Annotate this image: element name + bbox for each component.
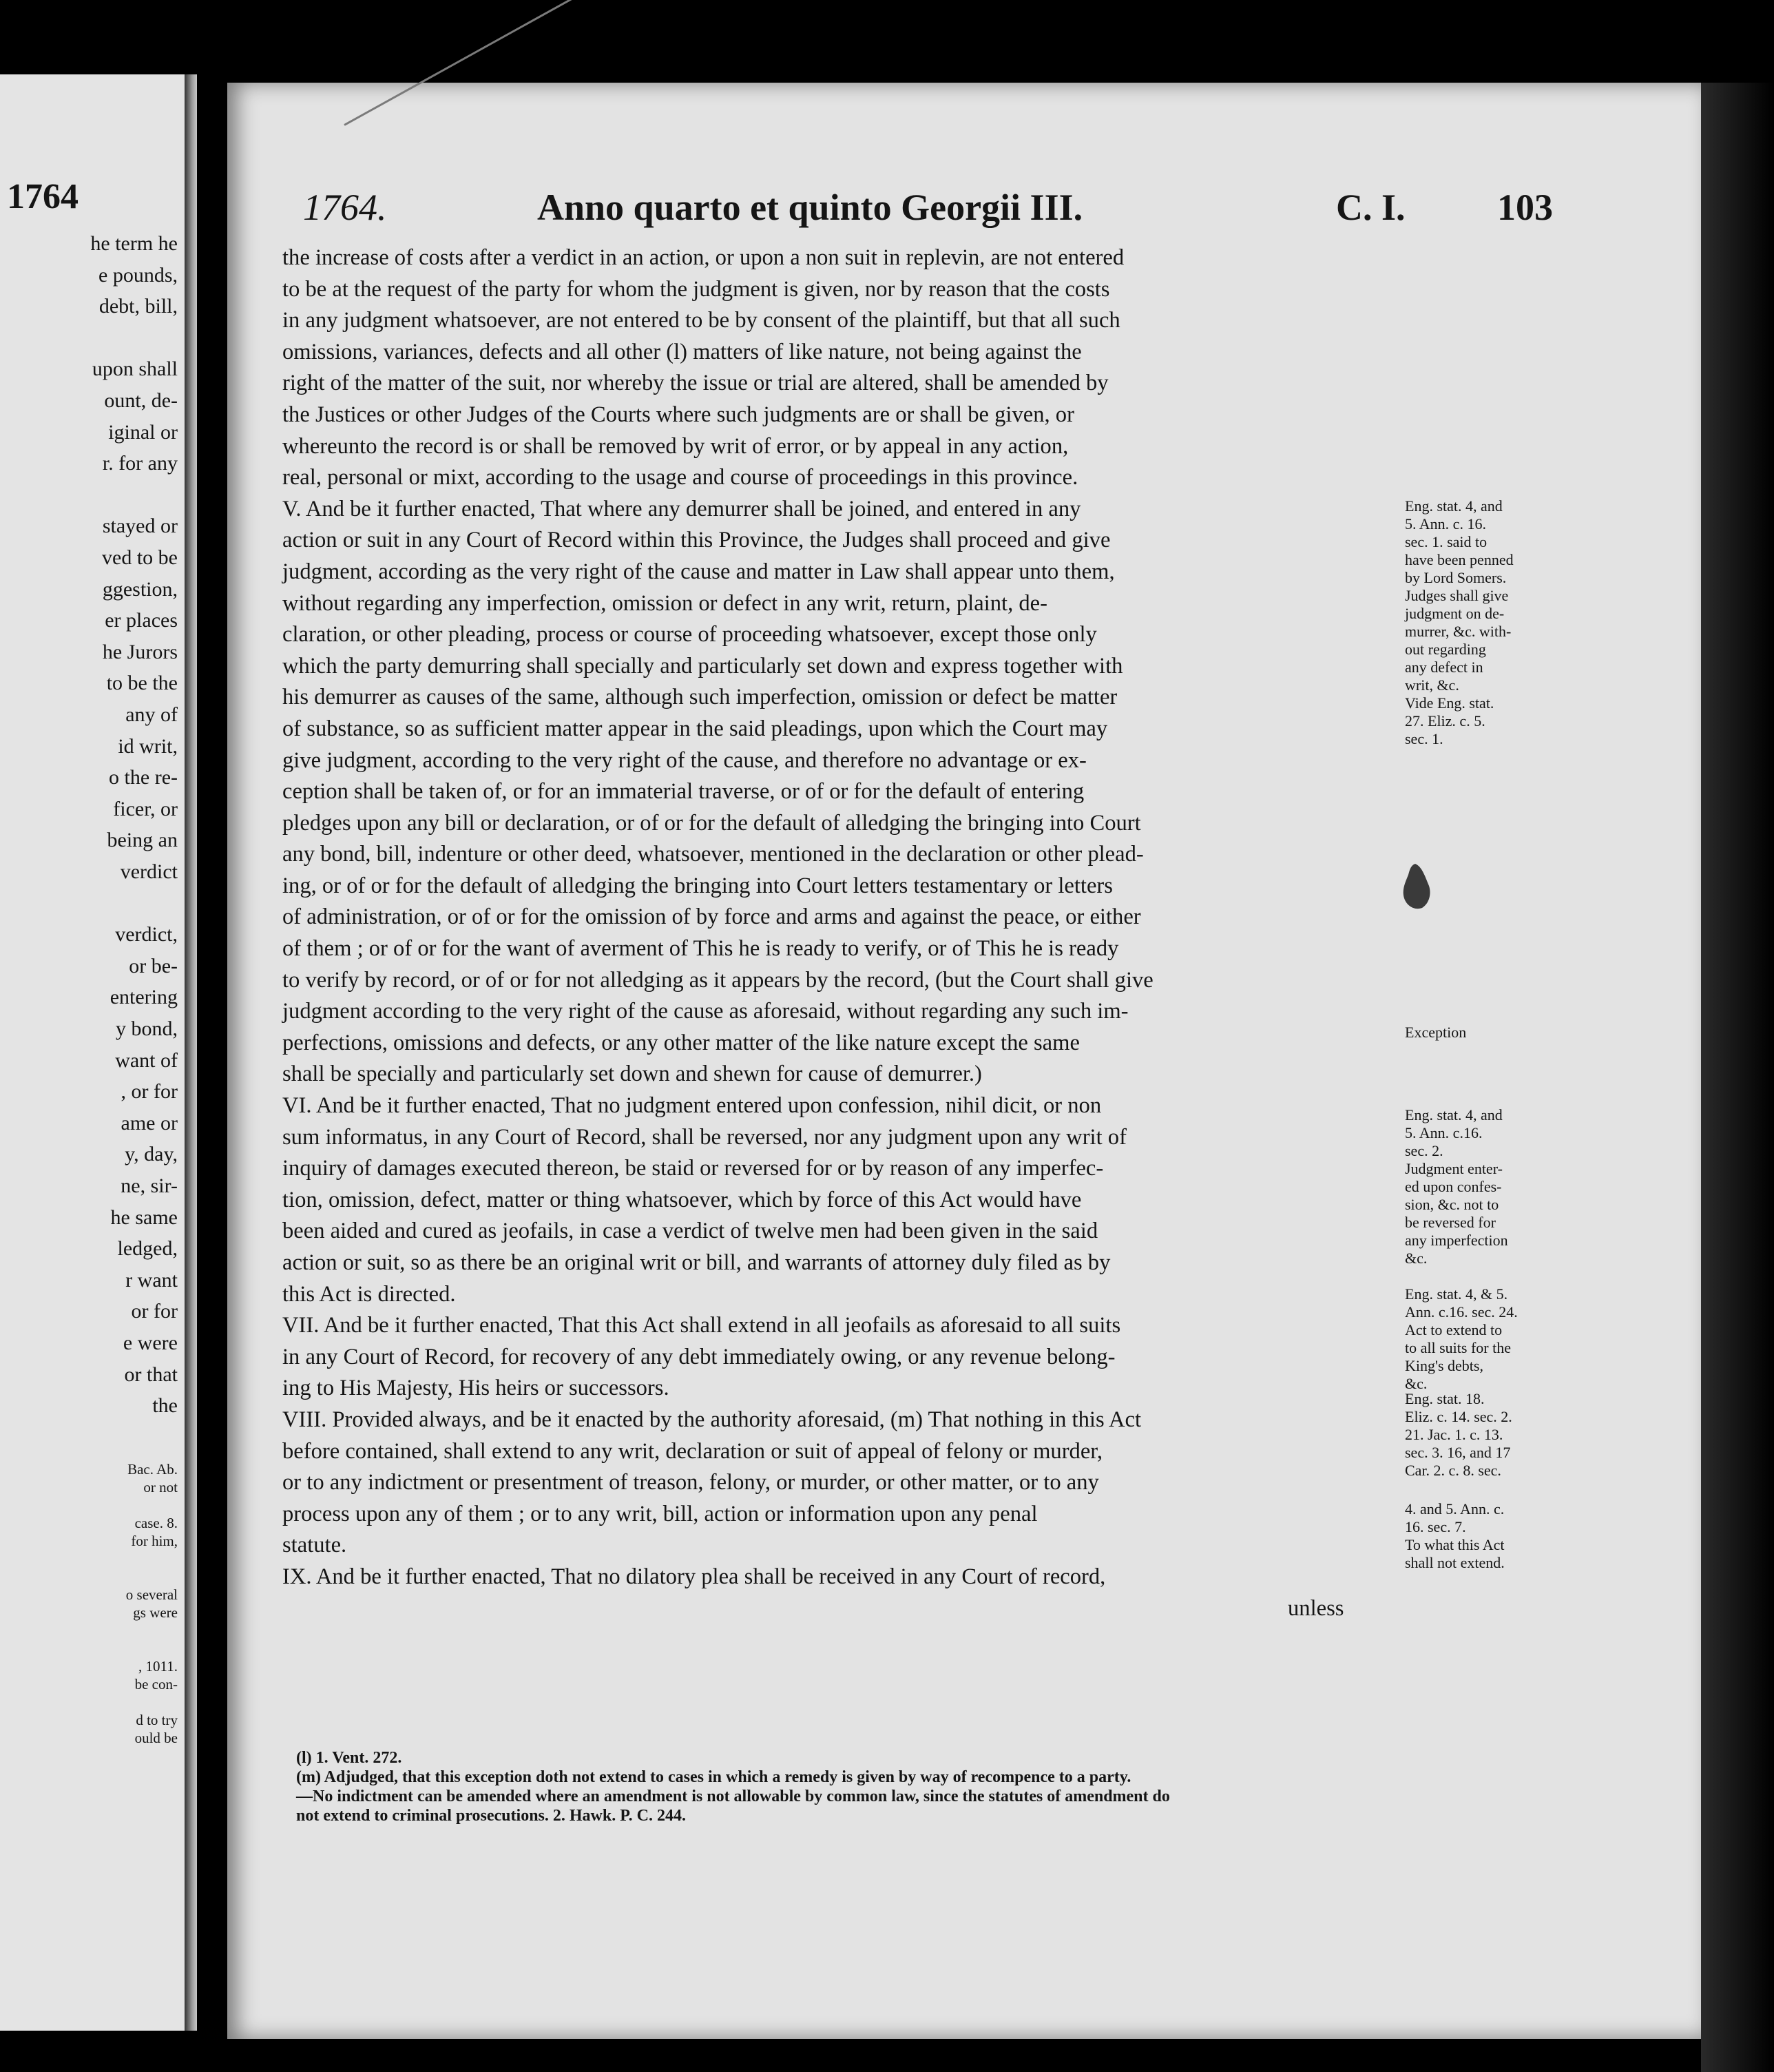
header-title: Anno quarto et quinto Georgii III. <box>537 187 1083 228</box>
left-page-line: ved to be <box>102 546 178 569</box>
left-page-line: he term he <box>90 232 178 255</box>
body-line: any bond, bill, indenture or other deed, whatsoever, mentioned in the declaration or other plead- <box>282 842 1144 867</box>
margin-note-line: shall not extend. <box>1405 1554 1505 1571</box>
left-page-line: verdict, <box>115 923 178 946</box>
left-page-line: r. for any <box>102 452 178 475</box>
margin-note-line: be reversed for <box>1405 1214 1496 1231</box>
body-line: without regarding any imperfection, omission or defect in any writ, return, plaint, de- <box>282 590 1047 616</box>
body-line: omissions, variances, defects and all other (l) matters of like nature, not being against the <box>282 339 1082 364</box>
body-line: pledges upon any bill or declaration, or of or for the default of alledging the bringing into Court <box>282 810 1141 836</box>
body-line: or to any indictment or presentment of treason, felony, or murder, or other matter, or to any <box>282 1470 1099 1495</box>
left-page-margin-line: Bac. Ab. <box>127 1461 178 1478</box>
margin-note-line: To what this Act <box>1405 1536 1505 1553</box>
margin-note-line: 5. Ann. c.16. <box>1405 1124 1483 1141</box>
left-page-line: he same <box>110 1205 178 1229</box>
page-number: 103 <box>1497 187 1553 228</box>
left-page-line: to be the <box>106 672 178 695</box>
left-page-line: any of <box>125 703 178 726</box>
margin-note-line: Judgment enter- <box>1405 1160 1503 1177</box>
body-line: of administration, or of or for the omission of by force and arms and against the peace, or either <box>282 904 1141 930</box>
body-line: IX. And be it further enacted, That no dilatory plea shall be received in any Court of record, <box>282 1564 1106 1589</box>
left-page-line: or that <box>124 1363 178 1386</box>
margin-note-line: Eng. stat. 4, & 5. <box>1405 1285 1508 1303</box>
body-line: of them ; or of or for the want of averment of This he is ready to verify, or of This he is ready <box>282 936 1119 962</box>
left-page-line: ficer, or <box>113 797 178 820</box>
body-line: ception shall be taken of, or for an immaterial traverse, or of or for the default of entering <box>282 779 1085 805</box>
margin-note-line: 27. Eliz. c. 5. <box>1405 712 1485 729</box>
margin-note-line: 4. and 5. Ann. c. <box>1405 1500 1505 1517</box>
body-line: of substance, so as sufficient matter appear in the said pleadings, upon which the Court may <box>282 716 1108 741</box>
body-text <box>282 242 1384 1624</box>
header-chapter: C. I. <box>1336 187 1406 228</box>
body-line: right of the matter of the suit, nor whereby the issue or trial are altered, shall be amended by <box>282 371 1109 396</box>
page-edge-shadow <box>1701 83 1774 2072</box>
body-line: VI. And be it further enacted, That no judgment entered upon confession, nihil dicit, or non <box>282 1093 1102 1119</box>
body-line: whereunto the record is or shall be removed by writ of error, or by appeal in any action, <box>282 433 1069 459</box>
margin-note-line: 21. Jac. 1. c. 13. <box>1405 1426 1503 1443</box>
running-header <box>303 186 1701 248</box>
margin-note-line: have been penned <box>1405 551 1514 568</box>
margin-note-line: Eng. stat. 4, and <box>1405 1106 1503 1123</box>
margin-note-line: Eng. stat. 4, and <box>1405 497 1503 515</box>
body-line: judgment according to the very right of the cause as aforesaid, without regarding any such im- <box>282 999 1129 1024</box>
left-page-margin-line: , 1011. <box>138 1658 178 1675</box>
margin-note-line: ed upon confes- <box>1405 1178 1502 1195</box>
margin-note-line: Vide Eng. stat. <box>1405 694 1494 712</box>
left-page-margin-line: d to try <box>136 1712 178 1728</box>
left-page-line: id writ, <box>118 734 178 758</box>
margin-note-line: 16. sec. 7. <box>1405 1518 1466 1535</box>
margin-note-line: Judges shall give <box>1405 587 1509 604</box>
left-page-line: ount, de- <box>104 389 178 412</box>
left-page-line: , or for <box>121 1080 178 1104</box>
scratch-line <box>344 0 947 126</box>
margin-note-line: any imperfection <box>1405 1232 1508 1249</box>
body-line: ing, or of or for the default of alledging the bringing into Court letters testamentary or letters <box>282 873 1113 898</box>
left-page-margin-line: be con- <box>134 1676 178 1692</box>
body-line: VII. And be it further enacted, That this Act shall extend in all jeofails as aforesaid to all suits <box>282 1313 1121 1338</box>
left-page-margin-line: gs were <box>133 1604 178 1621</box>
left-page-line: debt, bill, <box>98 295 178 318</box>
left-page-line: verdict <box>120 860 178 883</box>
body-line: inquiry of damages executed thereon, be staid or reversed for or by reason of any imperfec- <box>282 1156 1104 1181</box>
left-page-margin-line: or not <box>143 1479 178 1495</box>
margin-note-line: sion, &c. not to <box>1405 1196 1499 1213</box>
left-page-line: ggestion, <box>102 577 178 601</box>
margin-note-line: Exception <box>1405 1024 1467 1041</box>
left-page-line: ledged, <box>117 1237 178 1261</box>
footnote-line: (l) 1. Vent. 272. <box>296 1749 402 1767</box>
margin-note-line: sec. 2. <box>1405 1142 1443 1159</box>
body-line: been aided and cured as jeofails, in case a verdict of twelve men had been given in the said <box>282 1219 1098 1244</box>
body-line: process upon any of them ; or to any writ, bill, action or information upon any penal <box>282 1501 1038 1526</box>
margin-note-line: 5. Ann. c. 16. <box>1405 515 1486 532</box>
left-page-margin-line: case. 8. <box>134 1515 178 1531</box>
body-line: shall be specially and particularly set down and shewn for cause of demurrer.) <box>282 1061 982 1087</box>
left-page-line: upon shall <box>92 358 178 381</box>
ink-blot <box>1401 862 1432 911</box>
left-page-line: e pounds, <box>98 263 178 287</box>
left-page-line: y, day, <box>125 1143 178 1166</box>
footnotes <box>296 1748 1453 1825</box>
left-page-line: ame or <box>121 1111 178 1135</box>
body-line: to be at the request of the party for whom the judgment is given, nor by reason that the costs <box>282 276 1110 302</box>
left-page-line: y bond, <box>116 1017 178 1040</box>
footnote-line: not extend to criminal prosecutions. 2. Hawk. P. C. 244. <box>296 1807 687 1825</box>
margin-note-line: Car. 2. c. 8. sec. <box>1405 1462 1501 1479</box>
margin-note-line: King's debts, <box>1405 1357 1483 1374</box>
left-page-line: being an <box>107 829 178 852</box>
margin-note-line: murrer, &c. with- <box>1405 623 1512 640</box>
book-gutter <box>185 74 197 2031</box>
margin-note-line: to all suits for the <box>1405 1339 1511 1356</box>
left-page-margin-line: o several <box>125 1586 178 1603</box>
left-page-line: r want <box>125 1268 178 1292</box>
left-page-header: 1764 <box>7 177 79 216</box>
body-line: action or suit, so as there be an original writ or bill, and warrants of attorney duly filed as by <box>282 1250 1111 1275</box>
body-line: sum informatus, in any Court of Record, shall be reversed, nor any judgment upon any writ of <box>282 1124 1127 1150</box>
right-page <box>227 83 1701 2039</box>
margin-note-line: writ, &c. <box>1405 676 1459 694</box>
margin-note-line: &c. <box>1405 1375 1428 1392</box>
body-line: to verify by record, or of or for not alledging as it appears by the record, (but the Court shall give <box>282 967 1154 993</box>
margin-note-line: by Lord Somers. <box>1405 569 1507 586</box>
left-page-line: stayed or <box>102 515 178 538</box>
left-page-line: want of <box>115 1048 178 1072</box>
left-page-line: e were <box>123 1332 178 1354</box>
left-page-line: er places <box>105 609 178 632</box>
margin-note-line: Eliz. c. 14. sec. 2. <box>1405 1408 1512 1425</box>
margin-note-line: sec. 1. said to <box>1405 533 1488 550</box>
left-page-line: or for <box>131 1300 178 1323</box>
left-page-margin-line: for him, <box>131 1533 178 1549</box>
margin-note-line: any defect in <box>1405 659 1483 676</box>
body-line: judgment, according as the very right of the cause and matter in Law shall appear unto them, <box>282 559 1115 584</box>
body-line: V. And be it further enacted, That where any demurrer shall be joined, and entered in any <box>282 496 1081 521</box>
header-year: 1764. <box>303 187 387 228</box>
body-line: which the party demurring shall specially and particularly set down and express together with <box>282 653 1123 678</box>
body-line: the Justices or other Judges of the Courts where such judgments are or shall be given, or <box>282 402 1074 427</box>
left-page-line: ne, sir- <box>121 1174 178 1197</box>
margin-note-line: sec. 3. 16, and 17 <box>1405 1444 1511 1461</box>
left-page-line: entering <box>109 986 178 1009</box>
margin-note-line: Ann. c.16. sec. 24. <box>1405 1303 1518 1320</box>
body-line: perfections, omissions and defects, or any other matter of the like nature except the same <box>282 1030 1080 1055</box>
footnote-line: (m) Adjudged, that this exception doth not extend to cases in which a remedy is given by way of recompence to a party. <box>296 1768 1131 1786</box>
left-facing-page <box>0 74 187 2031</box>
margin-note-line: judgment on de- <box>1405 605 1505 622</box>
body-line: unless <box>1288 1595 1344 1621</box>
left-page-line: he Jurors <box>102 640 178 663</box>
left-page-margin-line: ould be <box>134 1730 178 1746</box>
left-page-line: iginal or <box>108 420 178 444</box>
left-page-line: o the re- <box>109 766 178 789</box>
body-line: before contained, shall extend to any writ, declaration or suit of appeal of felony or murder, <box>282 1438 1103 1464</box>
body-line: in any judgment whatsoever, are not entered to be by consent of the plaintiff, but that all such <box>282 308 1120 333</box>
left-page-line: the <box>152 1394 178 1418</box>
body-line: give judgment, according to the very right of the cause, and therefore no advantage or ex- <box>282 747 1087 773</box>
left-page-line: or be- <box>129 954 178 977</box>
body-line: statute. <box>282 1533 347 1558</box>
margin-note-line: out regarding <box>1405 641 1486 658</box>
body-line: VIII. Provided always, and be it enacted by the authority aforesaid, (m) That nothing in this Act <box>282 1407 1142 1432</box>
body-line: the increase of costs after a verdict in an action, or upon a non suit in replevin, are not entered <box>282 245 1125 270</box>
body-line: in any Court of Record, for recovery of any debt immediately owing, or any revenue belong- <box>282 1344 1116 1369</box>
body-line: his demurrer as causes of the same, although such imperfection, omission or defect be matter <box>282 685 1118 710</box>
margin-note-line: sec. 1. <box>1405 730 1443 747</box>
body-line: claration, or other pleading, process or course of proceeding whatsoever, except those only <box>282 622 1097 648</box>
body-line: this Act is directed. <box>282 1281 456 1307</box>
body-line: real, personal or mixt, according to the usage and course of proceedings in this province. <box>282 465 1078 490</box>
margin-note-line: Eng. stat. 18. <box>1405 1390 1485 1407</box>
body-line: ing to His Majesty, His heirs or successors. <box>282 1376 669 1401</box>
margin-note-line: &c. <box>1405 1250 1428 1267</box>
footnote-line: —No indictment can be amended where an amendment is not allowable by common law, since the statutes of amendment do <box>296 1788 1170 1805</box>
body-line: tion, omission, defect, matter or thing whatsoever, which by force of this Act would have <box>282 1187 1082 1212</box>
body-line: action or suit in any Court of Record within this Province, the Judges shall proceed and give <box>282 528 1111 553</box>
margin-note-line: Act to extend to <box>1405 1321 1503 1338</box>
